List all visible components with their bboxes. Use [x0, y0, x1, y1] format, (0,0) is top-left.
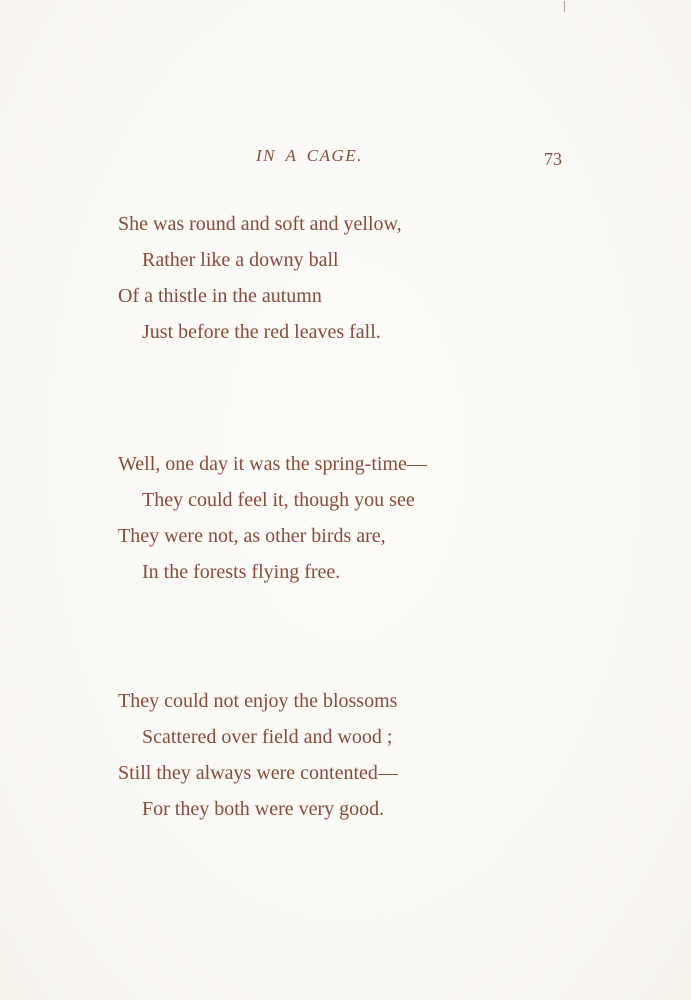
poem-line: In the forests flying free. — [142, 561, 341, 583]
stanza-2 — [118, 446, 578, 590]
poem-line: Of a thistle in the autumn — [118, 285, 322, 307]
pencil-mark: ǀ — [563, 0, 567, 16]
poem-line: Rather like a downy ball — [142, 249, 339, 271]
poem-line: They could not enjoy the blossoms — [118, 690, 398, 712]
stanza-1 — [118, 206, 578, 350]
poem-line: Just before the red leaves fall. — [142, 321, 381, 343]
poem-line: Scattered over field and wood ; — [142, 726, 393, 748]
page-number: 73 — [544, 149, 562, 169]
stanza-3 — [118, 683, 578, 827]
poem-line: She was round and soft and yellow, — [118, 213, 402, 235]
poem-line: They could feel it, though you see — [142, 489, 415, 511]
page-header — [0, 146, 691, 170]
running-title: IN A CAGE. — [256, 146, 363, 165]
poem-line: They were not, as other birds are, — [118, 525, 386, 547]
poem-line: Well, one day it was the spring-time— — [118, 453, 427, 475]
poem-line: For they both were very good. — [142, 798, 385, 820]
poem-line: Still they always were contented— — [118, 762, 398, 784]
